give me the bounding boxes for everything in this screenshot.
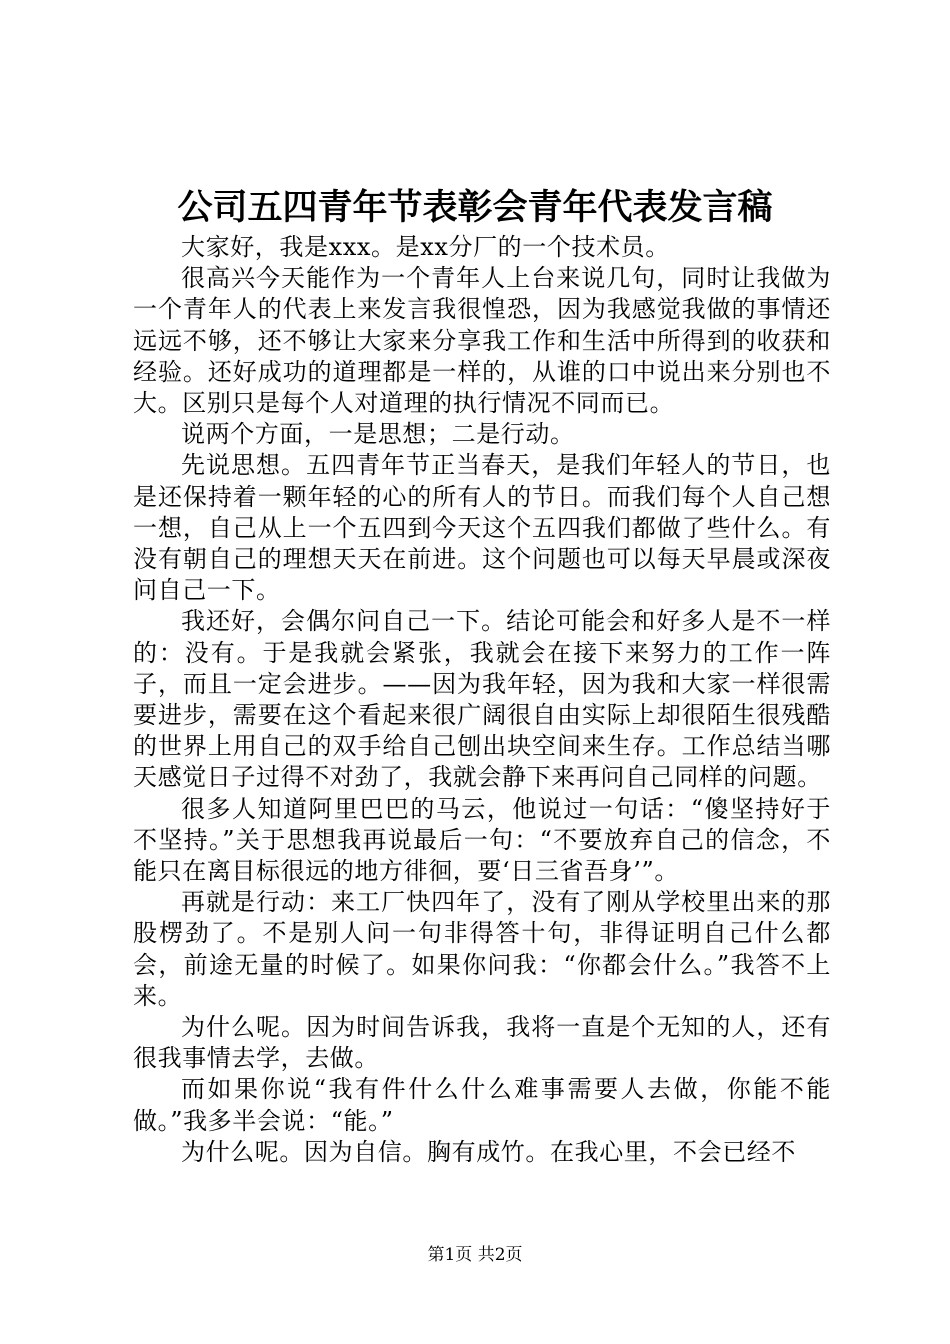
paragraph: 为什么呢。因为自信。胸有成竹。在我心里，不会已经不 bbox=[181, 1137, 796, 1166]
paragraph: 为什么呢。因为时间告诉我，我将一直是个无知的人，还有很我事情去学，去做。 bbox=[133, 1013, 831, 1073]
paragraph: 再就是行动：来工厂快四年了，没有了刚从学校里出来的那股楞劲了。不是别人问一句非得答十句，非得证明自己什么都会，前途无量的时候了。如果你问我：“你都会什么。”我答不上来。 bbox=[133, 888, 831, 1010]
paragraph: 很多人知道阿里巴巴的马云，他说过一句话：“傻坚持好于不坚持。”关于思想我再说最后一句：“不要放弃自己的信念，不能只在离目标很远的地方徘徊，要‘日三省吾身’”。 bbox=[133, 794, 831, 886]
paragraph: 而如果你说“我有件什么什么难事需要人去做，你能不能做。”我多半会说：“能。” bbox=[133, 1075, 831, 1135]
paragraph: 大家好，我是xxx。是xx分厂的一个技术员。 bbox=[181, 233, 670, 261]
page-footer: 第1页 共2页 bbox=[427, 1245, 523, 1265]
document-body bbox=[133, 232, 831, 1168]
paragraph: 先说思想。五四青年节正当春天，是我们年轻人的节日，也是还保持着一颗年轻的心的所有人的节日。而我们每个人自己想一想，自己从上一个五四到今天这个五四我们都做了些什么。有没有朝自己的理想天天在前进。这个问题也可以每天早晨或深夜问自己一下。 bbox=[133, 451, 831, 605]
paragraph: 说两个方面，一是思想；二是行动。 bbox=[181, 420, 575, 449]
paragraph: 我还好，会偶尔问自己一下。结论可能会和好多人是不一样的：没有。于是我就会紧张，我就会在接下来努力的工作一阵子，而且一定会进步。——因为我年轻，因为我和大家一样很需要进步，需要在这个看起来很广阔很自由实际上却很陌生很残酷的世界上用自己的双手给自己刨出块空间来生存。工作总结当哪天感觉日子过得不对劲了，我就会静下来再问自己同样的问题。 bbox=[133, 607, 831, 792]
document-title: 公司五四青年节表彰会青年代表发言稿 bbox=[177, 187, 773, 228]
paragraph: 很高兴今天能作为一个青年人上台来说几句，同时让我做为一个青年人的代表上来发言我很惶恐，因为我感觉我做的事情还远远不够，还不够让大家来分享我工作和生活中所得到的收获和经验。还好成功的道理都是一样的，从谁的口中说出来分别也不大。区别只是每个人对道理的执行情况不同而已。 bbox=[133, 264, 831, 418]
